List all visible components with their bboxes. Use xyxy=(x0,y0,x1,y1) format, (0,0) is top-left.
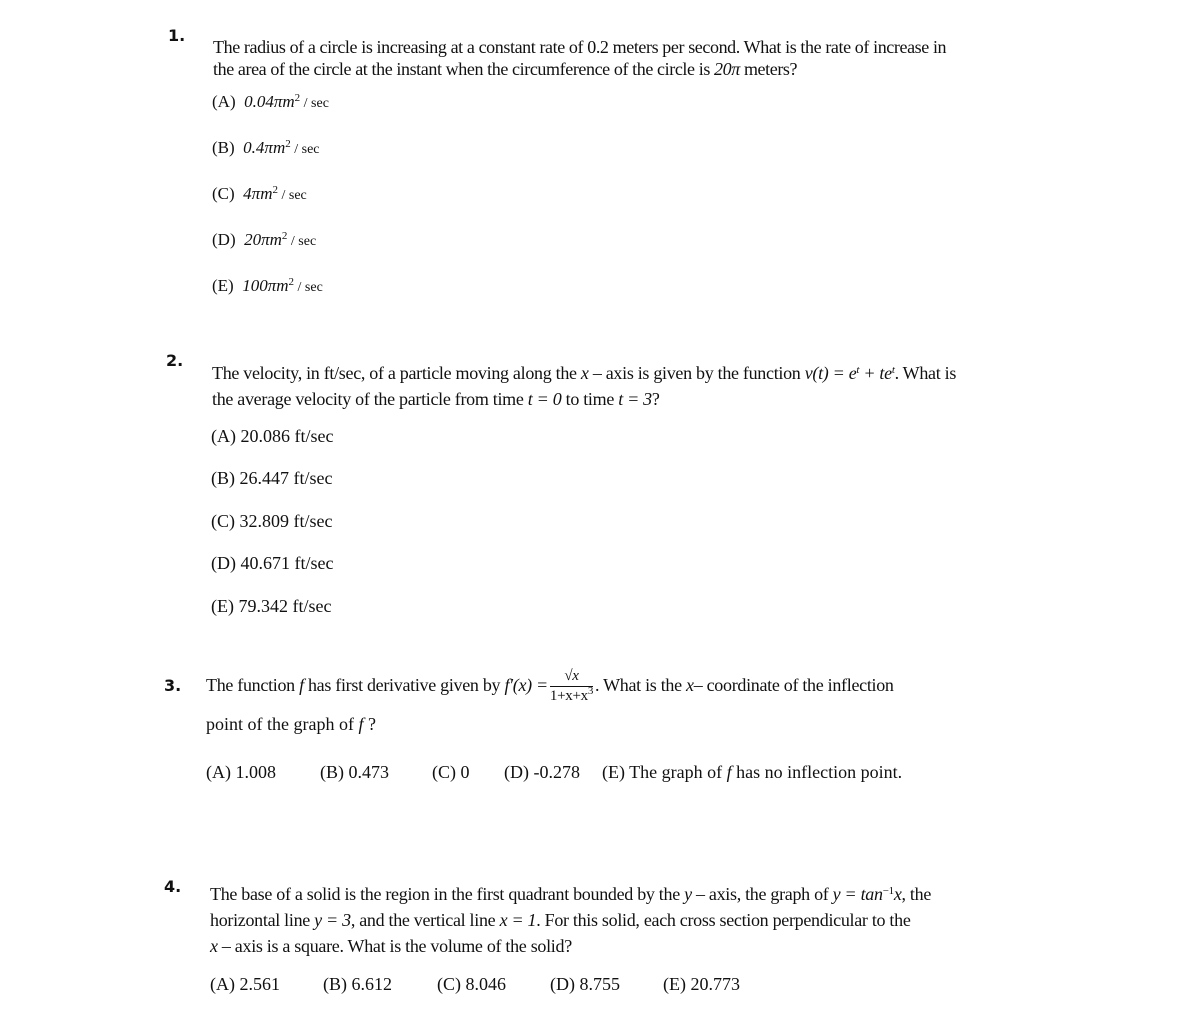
option-letter: (C) xyxy=(432,762,456,782)
stem-text: – axis is given by the function xyxy=(588,363,805,383)
stem-text: has first derivative given by xyxy=(307,675,501,695)
question-3-stem xyxy=(206,662,894,708)
option-letter: (B) xyxy=(323,974,347,994)
option-value: 100π xyxy=(242,276,277,295)
math-value: t = 3 xyxy=(618,389,652,409)
option-letter: (E) xyxy=(663,974,686,994)
option-letter: (C) xyxy=(212,184,235,203)
option-value: 0.04π xyxy=(244,92,283,111)
option-per: / sec xyxy=(287,234,317,249)
math-function: y = tan xyxy=(832,884,883,904)
denominator-text: 1+x+x xyxy=(549,687,588,704)
option-letter: (A) xyxy=(212,92,236,111)
question-1-stem-line-2 xyxy=(213,58,946,80)
math-variable: f xyxy=(726,762,732,782)
question-4-stem-line-2 xyxy=(210,907,931,933)
stem-text: ? xyxy=(363,714,376,734)
option-letter: (C) xyxy=(437,974,461,994)
option-letter: (B) xyxy=(211,468,235,488)
denominator-exponent: 3 xyxy=(587,684,594,697)
option-value: 2.561 xyxy=(239,974,280,994)
stem-text: to time xyxy=(561,389,619,409)
fraction-denominator xyxy=(549,684,594,705)
math-function: f′(x) = xyxy=(504,675,548,695)
question-1-option-d[interactable] xyxy=(212,230,316,250)
option-letter: (A) xyxy=(206,762,231,782)
math-variable: x xyxy=(580,363,589,383)
option-unit: m xyxy=(269,230,282,249)
math-variable: x xyxy=(210,936,218,956)
option-letter: (E) xyxy=(602,762,625,782)
question-4-options xyxy=(210,974,740,995)
option-value: 20.773 xyxy=(690,974,740,994)
fraction-numerator: √x xyxy=(550,666,593,687)
option-exponent: 2 xyxy=(294,92,301,104)
option-letter: (D) xyxy=(211,553,236,573)
math-variable: y xyxy=(684,884,692,904)
option-letter: (A) xyxy=(211,426,236,446)
stem-text: – axis, the graph of xyxy=(691,884,833,904)
stem-text: the average velocity of the particle from time xyxy=(212,389,528,409)
option-value: 8.755 xyxy=(579,974,620,994)
option-value: 20π xyxy=(244,230,270,249)
question-1-option-c[interactable] xyxy=(212,184,307,204)
option-letter: (E) xyxy=(211,596,234,616)
option-letter: (E) xyxy=(212,276,234,295)
math-variable: f xyxy=(299,675,304,695)
question-1-number: 1. xyxy=(168,26,186,45)
option-value: 0.4π xyxy=(243,138,273,157)
option-value: 79.342 ft/sec xyxy=(238,596,332,616)
math-value: 20π xyxy=(714,59,740,79)
question-3-stem-line-2 xyxy=(206,713,376,735)
question-3-option-a[interactable] xyxy=(206,762,320,783)
stem-text: The base of a solid is the region in the first quadrant bounded by the xyxy=(210,884,685,904)
question-3-options xyxy=(206,762,902,783)
option-letter: (D) xyxy=(504,762,529,782)
math-variable: x xyxy=(686,675,694,695)
question-2-option-d[interactable] xyxy=(211,553,333,574)
option-text: The graph of xyxy=(629,762,727,782)
question-2-stem xyxy=(212,360,956,412)
option-value: 40.671 ft/sec xyxy=(240,553,334,573)
question-3-option-b[interactable] xyxy=(320,762,432,783)
question-2-number: 2. xyxy=(166,351,184,370)
question-3-option-e[interactable] xyxy=(602,762,902,783)
question-3-number: 3. xyxy=(164,676,182,695)
question-2-stem-line-2 xyxy=(212,386,956,412)
option-letter: (A) xyxy=(210,974,235,994)
option-letter: (C) xyxy=(211,511,235,531)
stem-text: . What is the xyxy=(595,675,682,695)
option-unit: m xyxy=(260,184,273,203)
math-variable: f xyxy=(358,714,364,734)
stem-text: the area of the circle at the instant when the circumference of the circle is xyxy=(213,59,715,79)
option-value: 32.809 ft/sec xyxy=(239,511,333,531)
option-letter: (B) xyxy=(212,138,235,157)
option-unit: m xyxy=(276,276,289,295)
option-per: / sec xyxy=(294,280,323,295)
stem-text: . For this solid, each cross section perpendicular to the xyxy=(536,910,911,930)
option-letter: (D) xyxy=(212,230,236,249)
option-letter: (B) xyxy=(320,762,344,782)
question-4-number: 4. xyxy=(164,877,182,896)
option-per: / sec xyxy=(300,96,329,111)
question-2-option-e[interactable] xyxy=(211,596,331,617)
option-letter: (D) xyxy=(550,974,575,994)
math-exponent: −1 xyxy=(882,885,894,897)
stem-text: . What is xyxy=(894,363,957,383)
derivative-fraction xyxy=(550,666,593,705)
math-value: y = 3 xyxy=(314,910,351,930)
question-4-option-c[interactable] xyxy=(437,974,550,995)
question-4-stem xyxy=(210,881,931,959)
option-value: 8.046 xyxy=(465,974,506,994)
question-3-option-d[interactable] xyxy=(504,762,602,783)
math-value: t = 0 xyxy=(527,389,562,409)
stem-text: The velocity, in ft/sec, of a particle moving along the xyxy=(212,363,581,383)
option-per: / sec xyxy=(277,188,307,203)
question-4-option-b[interactable] xyxy=(323,974,437,995)
option-text: has no inflection point. xyxy=(731,762,903,782)
stem-text: – coordinate of the inflection xyxy=(693,675,894,695)
math-function: v(t) = e xyxy=(804,363,857,383)
question-3-stem-line-1 xyxy=(206,662,894,708)
option-unit: m xyxy=(282,92,295,111)
option-value: -0.278 xyxy=(533,762,580,782)
question-2-option-a[interactable] xyxy=(211,426,333,447)
question-2-option-c[interactable] xyxy=(211,511,332,532)
question-1-option-b[interactable] xyxy=(212,138,320,158)
stem-text: The function xyxy=(206,675,295,695)
math-variable: x xyxy=(893,884,902,904)
question-4-option-e[interactable] xyxy=(663,974,740,995)
stem-text: horizontal line xyxy=(210,910,315,930)
option-exponent: 2 xyxy=(288,276,295,288)
option-per: / sec xyxy=(290,142,320,157)
option-value: 1.008 xyxy=(235,762,276,782)
math-value: x = 1 xyxy=(499,910,537,930)
stem-text: – axis is a square. What is the volume of the solid? xyxy=(217,936,572,956)
option-value: 4π xyxy=(243,184,261,203)
stem-text: , the xyxy=(901,884,932,904)
question-4-option-d[interactable] xyxy=(550,974,663,995)
question-1-option-e[interactable] xyxy=(212,276,323,296)
question-4-stem-line-1 xyxy=(210,881,931,907)
question-1-option-a[interactable] xyxy=(212,92,329,112)
question-1-stem xyxy=(213,36,946,80)
option-value: 0.473 xyxy=(348,762,389,782)
math-exponent: t xyxy=(856,364,860,376)
option-value: 0 xyxy=(460,762,470,782)
option-exponent: 2 xyxy=(281,230,288,242)
stem-text: meters? xyxy=(739,59,798,79)
option-value: 20.086 ft/sec xyxy=(240,426,334,446)
math-function: + te xyxy=(859,363,892,383)
option-value: 26.447 ft/sec xyxy=(239,468,333,488)
stem-text: , and the vertical line xyxy=(350,910,500,930)
stem-text: ? xyxy=(651,389,660,409)
question-1-stem-line-1: The radius of a circle is increasing at a constant rate of 0.2 meters per second. What is the rate of increase in xyxy=(213,37,947,57)
option-value: 6.612 xyxy=(351,974,392,994)
question-2-stem-line-1 xyxy=(212,360,956,386)
question-4-stem-line-3 xyxy=(210,933,931,959)
option-unit: m xyxy=(272,138,286,157)
option-exponent: 2 xyxy=(285,138,291,150)
question-2-option-b[interactable] xyxy=(211,468,332,489)
question-4-option-a[interactable] xyxy=(210,974,323,995)
math-exponent: t xyxy=(891,364,895,376)
stem-text: point of the graph of xyxy=(206,714,359,734)
question-3-option-c[interactable] xyxy=(432,762,504,783)
option-exponent: 2 xyxy=(272,184,278,196)
